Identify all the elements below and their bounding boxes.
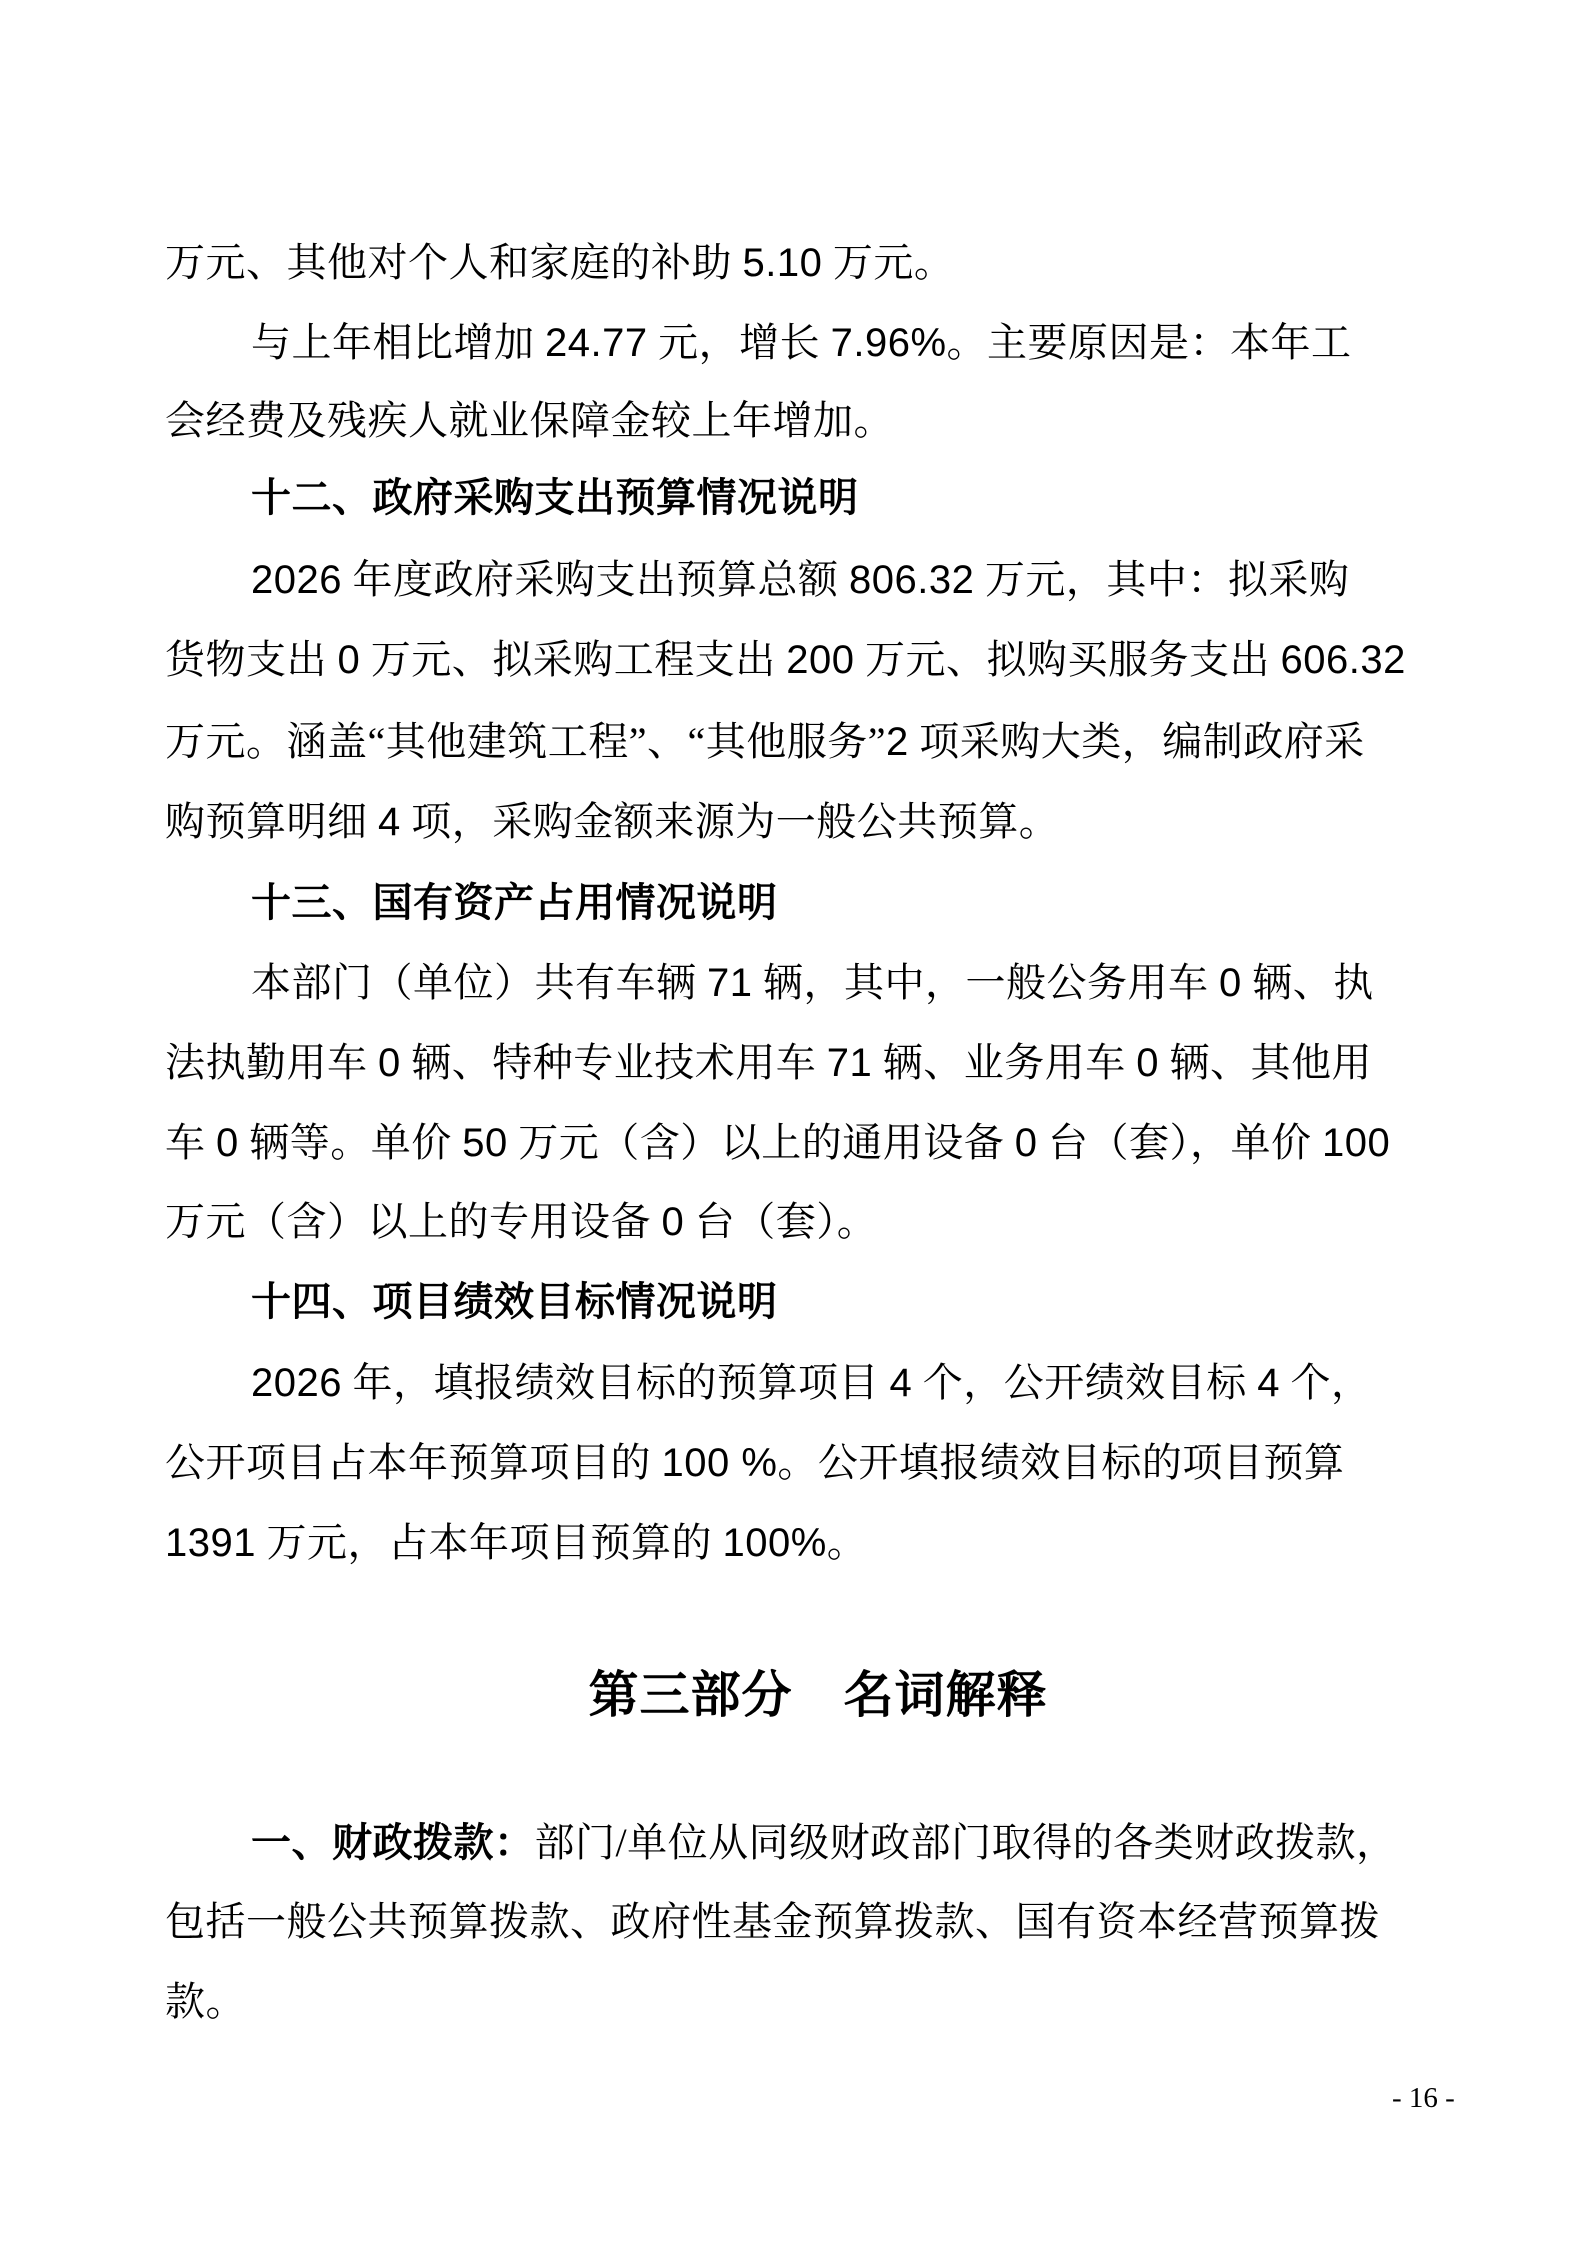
paragraph-line (165, 395, 894, 447)
text-run: 4 (378, 800, 401, 844)
text-run: 货物支出 (165, 637, 338, 682)
text-run: 71 (707, 961, 753, 1005)
text-run: 2 (886, 720, 909, 764)
text-run: 200 (786, 638, 855, 682)
text-run: 辆、执 (1241, 960, 1374, 1005)
text-run: 0 (661, 1200, 685, 1244)
text-run: 24.77 (545, 321, 648, 365)
heading-text: 十三、国有资产占用情况说明 (251, 881, 778, 925)
text-run: 万元，其中：拟采购 (974, 557, 1350, 602)
text-run: 0 (1136, 1041, 1159, 1085)
section-heading (251, 877, 778, 929)
text-run: 辆、特种专业技术用车 (400, 1040, 827, 1085)
text-run: 7.96% (830, 321, 947, 365)
text-run: 万元、拟采购工程支出 (360, 637, 787, 682)
text-run: 0 (216, 1121, 239, 1165)
text-run: 1391 (165, 1521, 256, 1565)
text-run: 万元。涵盖“其他建筑工程”、“其他服务” (165, 719, 887, 764)
text-run: 71 (826, 1041, 873, 1085)
paragraph-line (251, 1357, 1371, 1409)
paragraph-line (165, 1976, 246, 2028)
heading-text: 十四、项目绩效目标情况说明 (251, 1280, 778, 1324)
paragraph-line (165, 1117, 1390, 1169)
text-run: 2026 (251, 558, 342, 602)
text-run: 4 (1257, 1361, 1280, 1405)
text-run: 。主要原因是：本年工 (946, 320, 1352, 365)
paragraph-line (165, 716, 1365, 768)
text-run: 辆、业务用车 (872, 1040, 1137, 1085)
text-run: 购预算明细 (165, 799, 378, 844)
text-run: 法执勤用车 (165, 1040, 378, 1085)
text-run: 个， (1279, 1360, 1372, 1405)
text-run: 部门/单位从同级财政部门取得的各类财政拨款， (534, 1820, 1397, 1865)
text-run: 。公开填报绩效目标的项目预算 (777, 1440, 1345, 1485)
text-run: 100 % (661, 1441, 778, 1485)
text-run: 606.32 (1280, 638, 1406, 682)
text-run: 会经费及残疾人就业保障金较上年增加。 (165, 398, 894, 443)
text-run: 0 (337, 638, 361, 682)
text-run: 100% (722, 1521, 827, 1565)
text-run: 2026 (251, 1361, 342, 1405)
text-run: 年度政府采购支出预算总额 (341, 557, 849, 602)
paragraph-line (165, 1037, 1372, 1089)
text-run: 辆，其中，一般公务用车 (752, 960, 1219, 1005)
section-title: 第三部分 名词解释 (588, 1667, 1048, 1723)
text-run: 50 (462, 1121, 508, 1165)
page-number: - 16 - (1392, 2082, 1455, 2114)
text-run: 万元，占本年项目预算的 (255, 1520, 723, 1565)
text-run: 0 (1014, 1121, 1038, 1165)
paragraph-line (251, 1817, 1397, 1869)
paragraph-line (165, 634, 1406, 686)
text-run: 个，公开绩效目标 (912, 1360, 1258, 1405)
text-run: 万元。 (822, 240, 955, 285)
paragraph-line (165, 1437, 1344, 1489)
text-run: 元，增长 (647, 320, 831, 365)
heading-text: 十二、政府采购支出预算情况说明 (251, 476, 859, 520)
text-run: 万元、其他对个人和家庭的补助 (165, 240, 743, 285)
paragraph-line (251, 957, 1374, 1009)
section-heading (251, 472, 859, 524)
text-run: 。 (826, 1520, 868, 1565)
text-run: 年，填报绩效目标的预算项目 (341, 1360, 890, 1405)
paragraph-line (165, 237, 954, 289)
paragraph-line (165, 1517, 867, 1569)
text-run: 与上年相比增加 (251, 320, 545, 365)
paragraph-line (251, 554, 1349, 606)
paragraph-line (165, 796, 1059, 848)
text-run: 台（套），单价 (1037, 1120, 1322, 1165)
text-run: 0 (378, 1041, 401, 1085)
text-run: 万元（含）以上的通用设备 (507, 1120, 1015, 1165)
text-run: 100 (1322, 1121, 1391, 1165)
paragraph-line (165, 1196, 877, 1248)
text-run: 4 (889, 1361, 913, 1405)
text-run: 辆等。单价 (238, 1120, 463, 1165)
text-run: 款。 (165, 1979, 246, 2024)
text-run: 辆、其他用 (1159, 1040, 1372, 1085)
text-run: 万元、拟购买服务支出 (854, 637, 1281, 682)
section-heading (251, 1276, 778, 1328)
text-run: 项采购大类，编制政府采 (908, 719, 1365, 764)
text-run: 806.32 (848, 558, 975, 602)
text-run: 本部门（单位）共有车辆 (251, 960, 707, 1005)
text-run: 公开项目占本年预算项目的 (165, 1440, 662, 1485)
text-run: 车 (165, 1120, 216, 1165)
text-run: 项，采购金额来源为一般公共预算。 (400, 799, 1060, 844)
text-run: 万元（含）以上的专用设备 (165, 1199, 662, 1244)
text-run: 台（套）。 (684, 1199, 878, 1244)
text-run: 0 (1219, 961, 1242, 1005)
paragraph-line (251, 317, 1352, 369)
text-run: 包括一般公共预算拨款、政府性基金预算拨款、国有资本经营预算拨 (165, 1899, 1380, 1944)
paragraph-line (165, 1896, 1380, 1948)
text-run: 5.10 (742, 241, 823, 285)
text-run: 一、财政拨款： (251, 1820, 535, 1865)
